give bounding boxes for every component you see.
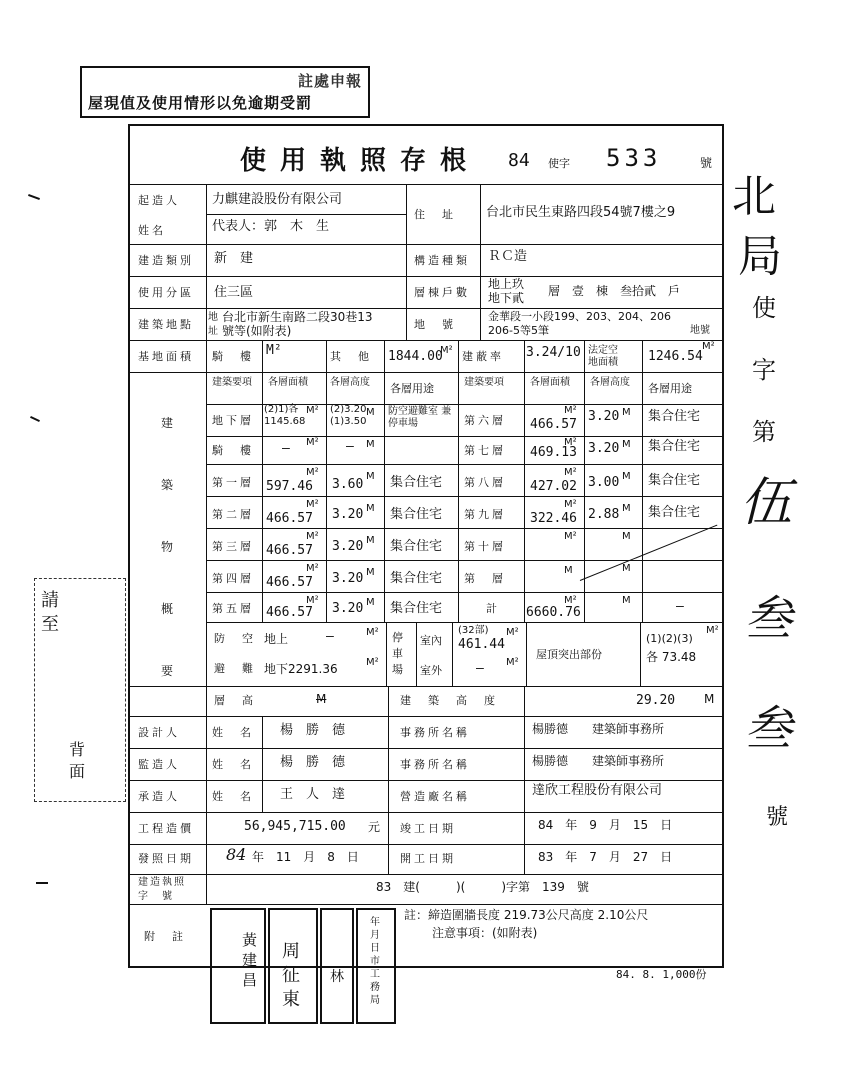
title-year: 84 [508,150,530,171]
height-unit: M [704,692,715,706]
margin-char-7: 叁 [744,591,793,647]
floors-rest: 層 壹 棟 叁拾貳 戶 [548,284,681,298]
header-height-right: 各層高度 [590,377,630,388]
area-left-7: 466.57 [266,605,313,620]
use-right-1: 集合住宅 [648,409,701,424]
unit-right-height-7: M [622,595,631,606]
unit-right-height-5: M [622,531,631,542]
unit-right-height-1: M [622,407,631,418]
margin-char-3: 使 [752,294,776,322]
floor-left-2: 騎 樓 [212,444,254,457]
floor-right-3: 第八層 [464,476,506,489]
parking-out-unit: M² [506,657,519,668]
floor-left-3: 第一層 [212,476,254,489]
owner-label-1: 起造人 [138,194,180,207]
margin-mark-1 [28,194,40,200]
issue-label: 發照日期 [138,852,194,865]
storey-label: 層 高 [214,694,256,707]
unit-left-area-6: M² [306,563,319,574]
remarks-line-2: 注意事項：(如附表) [432,926,538,940]
unit-left-area-1: M² [306,405,319,416]
coverage-label: 建蔽率 [462,350,504,363]
coverage-value: 3.24/10 [526,345,581,360]
area-left-3: 597.46 [266,479,313,494]
parking-out-label: 室外 [420,664,442,677]
title-suffix: 號 [700,156,713,170]
use-left-4: 集合住宅 [390,507,443,522]
permit-number: 533 [606,144,662,172]
height-left-6: 3.20 [332,571,364,586]
floor-right-6: 第 層 [464,572,506,585]
parking-label: 停車場 [392,631,403,676]
use-left-6: 集合住宅 [390,571,443,586]
area-right-7: 6660.76 [526,605,581,620]
building-section-char-3: 物 [160,540,173,554]
parking-in-label: 室內 [420,634,442,647]
unit-left-area-4: M² [306,499,319,510]
height-right-2: 3.20 [588,441,620,456]
use-left-3: 集合住宅 [390,475,443,490]
unit-left-height-3: M [366,471,375,482]
lot-label: 地 號 [414,318,456,331]
signature-stamp-1 [210,908,266,1024]
floor-right-5: 第十層 [464,540,506,553]
site-prefix-1: 地 [208,312,218,323]
title-char: 使字 [548,157,570,170]
complete-value: 84 年 9 月 15 日 [538,818,673,832]
area-right-3: 427.02 [530,479,577,494]
top-stamp-line2: 屋現值及使用情形以免逾期受罰 [88,94,313,112]
area-left-5: 466.57 [266,543,313,558]
unit-right-height-2: M [622,439,631,450]
signature-stamp-2 [268,908,318,1024]
signature-stamp-3 [320,908,354,1024]
owner-address: 台北市民生東路四段54號7樓之9 [486,205,676,220]
cost-value: 56,945,715.00 [244,819,346,834]
shelter-label-1: 防 空 [214,632,256,645]
start-label: 開工日期 [400,852,456,865]
date-stamp [356,908,396,1024]
unit-right-height-4: M [622,503,631,514]
margin-char-6: 伍 [740,473,793,533]
designer-name-label: 姓 名 [212,726,254,739]
other-unit: M² [440,345,453,356]
shelter-up-label: 地上 [264,632,289,646]
use-right-7: — [676,599,684,614]
print-footer: 84. 8. 1,000份 [616,968,707,981]
designer-org: 楊勝德 建築師事務所 [532,722,665,736]
contractor-org-label: 營造廠名稱 [400,790,470,803]
unit-right-height-6: M [622,563,631,574]
zone-value: 住三區 [214,285,254,300]
unit-left-height-4: M [366,503,375,514]
height-right-4: 2.88 [588,507,620,522]
supervisor-name-label: 姓 名 [212,758,254,771]
use-right-2: 集合住宅 [648,439,701,454]
header-area-left: 各層面積 [268,377,308,388]
roof-value-1: (1)(2)(3) [646,632,693,645]
unit-right-area-5: M² [564,531,577,542]
use-right-4: 集合住宅 [648,505,701,520]
header-height-left: 各層高度 [330,377,370,388]
height-left-2: — [346,439,354,454]
height-left-1: (2)3.20 (1)3.50 [330,404,367,427]
unit-right-area-3: M² [564,467,577,478]
unit-right-area-6: M [564,565,573,576]
construction-type: 新 建 [214,251,254,266]
height-value: 29.20 [636,693,676,708]
owner-company: 力麒建設股份有限公司 [212,192,343,207]
shelter-up-value: — [326,629,334,644]
roof-value-2: 各 73.48 [646,650,697,664]
permit-label-1: 建造執照 [138,877,186,888]
other-label: 其 他 [330,350,372,363]
structure-label: 構造種類 [414,254,470,267]
unit-left-area-2: M² [306,437,319,448]
height-right-1: 3.20 [588,409,620,424]
top-stamp-line1: 註處申報 [297,72,362,90]
use-left-5: 集合住宅 [390,539,443,554]
roof-unit: M² [706,625,719,636]
header-item-left: 建築要項 [212,377,252,388]
floor-right-7: 計 [486,602,500,615]
margin-char-2: 局 [738,231,782,282]
left-side-stamp [34,578,126,802]
left-stamp-text-2: 背面 [69,740,86,781]
area-right-2: 469.13 [530,445,577,460]
designer-role: 設計人 [138,726,180,739]
document-title: 使用執照存根 [240,146,481,176]
cost-unit: 元 [368,820,381,834]
use-left-1: 防空避難室 兼停車場 [388,406,452,429]
supervisor-org: 楊勝德 建築師事務所 [532,754,665,768]
floor-left-1: 地下層 [212,414,254,427]
unit-left-height-1: M [366,407,375,418]
building-section-char-1: 建 [160,416,173,430]
supervisor-name: 楊 勝 德 [280,755,346,770]
lot-line-2: 206-5等5筆 [488,324,549,337]
remarks-line-1: 註：締造圍牆長度 219.73公尺高度 2.10公尺 [404,908,649,922]
area-right-1: 466.57 [530,417,577,432]
designer-name: 楊 勝 德 [280,723,346,738]
height-label: 建 築 高 度 [400,694,498,707]
floor-left-4: 第二層 [212,508,254,521]
date-stamp-text: 年月日 市工務局 [370,917,380,1006]
unit-left-height-5: M [366,535,375,546]
area-left-4: 466.57 [266,511,313,526]
site-prefix-2: 址 [208,326,218,337]
margin-char-5: 第 [752,418,776,446]
unit-right-area-4: M² [564,499,577,510]
parking-count: (32部) [458,625,489,636]
unit-left-area-7: M² [306,595,319,606]
shelter-up-unit: M² [366,627,379,638]
address-label: 住 址 [414,208,456,221]
margin-char-4: 字 [752,356,776,384]
floors-down: 地下貳 [488,291,525,305]
base-area-label: 基地面積 [138,350,194,363]
legal-open-value: 1246.54 [648,349,703,364]
floors-up: 地上玖 [488,277,525,291]
permit-label-2: 字 號 [138,891,174,902]
floor-right-1: 第六層 [464,414,506,427]
floor-left-7: 第五層 [212,602,254,615]
margin-mark-3 [36,882,48,884]
parking-out-value: — [476,661,484,676]
floor-left-5: 第三層 [212,540,254,553]
signature-3: 林 [330,969,344,985]
unit-right-area-2: M² [564,437,577,448]
owner-label-2: 姓名 [138,224,166,237]
parking-in-unit: M² [506,627,519,638]
floor-right-4: 第九層 [464,508,506,521]
use-left-7: 集合住宅 [390,601,443,616]
owner-representative: 代表人：郭 木 生 [212,219,330,234]
shelter-down-unit: M² [366,657,379,668]
permit-value: 83 建( )( )字第 139 號 [376,880,589,894]
supervisor-role: 監造人 [138,758,180,771]
complete-label: 竣工日期 [400,822,456,835]
floor-right-2: 第七層 [464,444,506,457]
area-left-1: (2)1)各 1145.68 [264,404,306,427]
contractor-role: 承造人 [138,790,180,803]
cost-label: 工程造價 [138,822,194,835]
unit-left-area-3: M² [306,467,319,478]
height-left-5: 3.20 [332,539,364,554]
top-notice-stamp [80,66,370,118]
area-right-4: 322.46 [530,511,577,526]
site-line-2: 號等(如附表) [222,324,292,338]
legal-open-unit: M² [702,341,715,352]
floors-label: 層棟戶數 [414,286,470,299]
header-use-right: 各層用途 [648,382,692,395]
area-left-2: — [282,441,290,456]
shelter-label-2: 避 難 [214,662,256,675]
arcade-value: M² [266,343,282,358]
issue-rest: 年 11 月 8 日 [252,850,359,864]
parking-in-value: 461.44 [458,637,505,652]
height-right-3: 3.00 [588,475,620,490]
unit-left-height-7: M [366,597,375,608]
lot-suffix: 地號 [690,325,710,336]
left-stamp-text-1: 請至 [41,590,59,635]
building-section-char-4: 概 [160,602,173,616]
contractor-org: 達欣工程股份有限公司 [532,783,663,798]
legal-open-label-2: 地面積 [588,357,618,368]
site-line-1: 台北市新生南路二段30巷13 [222,310,373,324]
height-left-7: 3.20 [332,601,364,616]
unit-right-area-7: M² [564,595,577,606]
header-area-right: 各層面積 [530,377,570,388]
margin-char-1: 北 [732,171,776,222]
site-label: 建築地點 [138,318,194,331]
designer-org-label: 事務所名稱 [400,726,470,739]
unit-left-area-5: M² [306,531,319,542]
unit-right-height-3: M [622,471,631,482]
contractor-name-label: 姓 名 [212,790,254,803]
building-section-char-2: 築 [160,478,173,492]
other-value: 1844.00 [388,349,443,364]
arcade-label: 騎 樓 [212,350,254,363]
margin-mark-2 [30,416,40,422]
type-label: 建造類別 [138,254,194,267]
supervisor-org-label: 事務所名稱 [400,758,470,771]
use-right-3: 集合住宅 [648,473,701,488]
header-use-left: 各層用途 [390,382,434,395]
signature-1: 黃建昌 [242,931,258,989]
start-value: 83 年 7 月 27 日 [538,850,673,864]
issue-year: 84 [226,845,247,864]
signature-2: 周征東 [282,941,300,1010]
unit-left-height-2: M [366,439,375,450]
floor-left-6: 第四層 [212,572,254,585]
unit-right-area-1: M² [564,405,577,416]
lot-line-1: 金華段一小段199、203、204、206 [488,310,671,323]
unit-left-height-6: M [366,567,375,578]
margin-char-8: 叁 [744,701,793,757]
storey-value: M [316,692,327,706]
area-left-6: 466.57 [266,575,313,590]
header-item-right: 建築要項 [464,377,504,388]
remarks-label: 附 註 [144,930,186,943]
height-left-4: 3.20 [332,507,364,522]
building-section-char-5: 要 [160,664,173,678]
legal-open-label-1: 法定空 [588,345,618,356]
roof-label: 屋頂突出部份 [536,648,602,661]
height-left-3: 3.60 [332,477,364,492]
margin-char-9: 號 [766,805,789,830]
structure-type: ＲＣ造 [488,249,528,264]
shelter-down: 地下2291.36 [264,662,338,676]
contractor-name: 王 人 達 [280,787,346,802]
zone-label: 使用分區 [138,286,194,299]
